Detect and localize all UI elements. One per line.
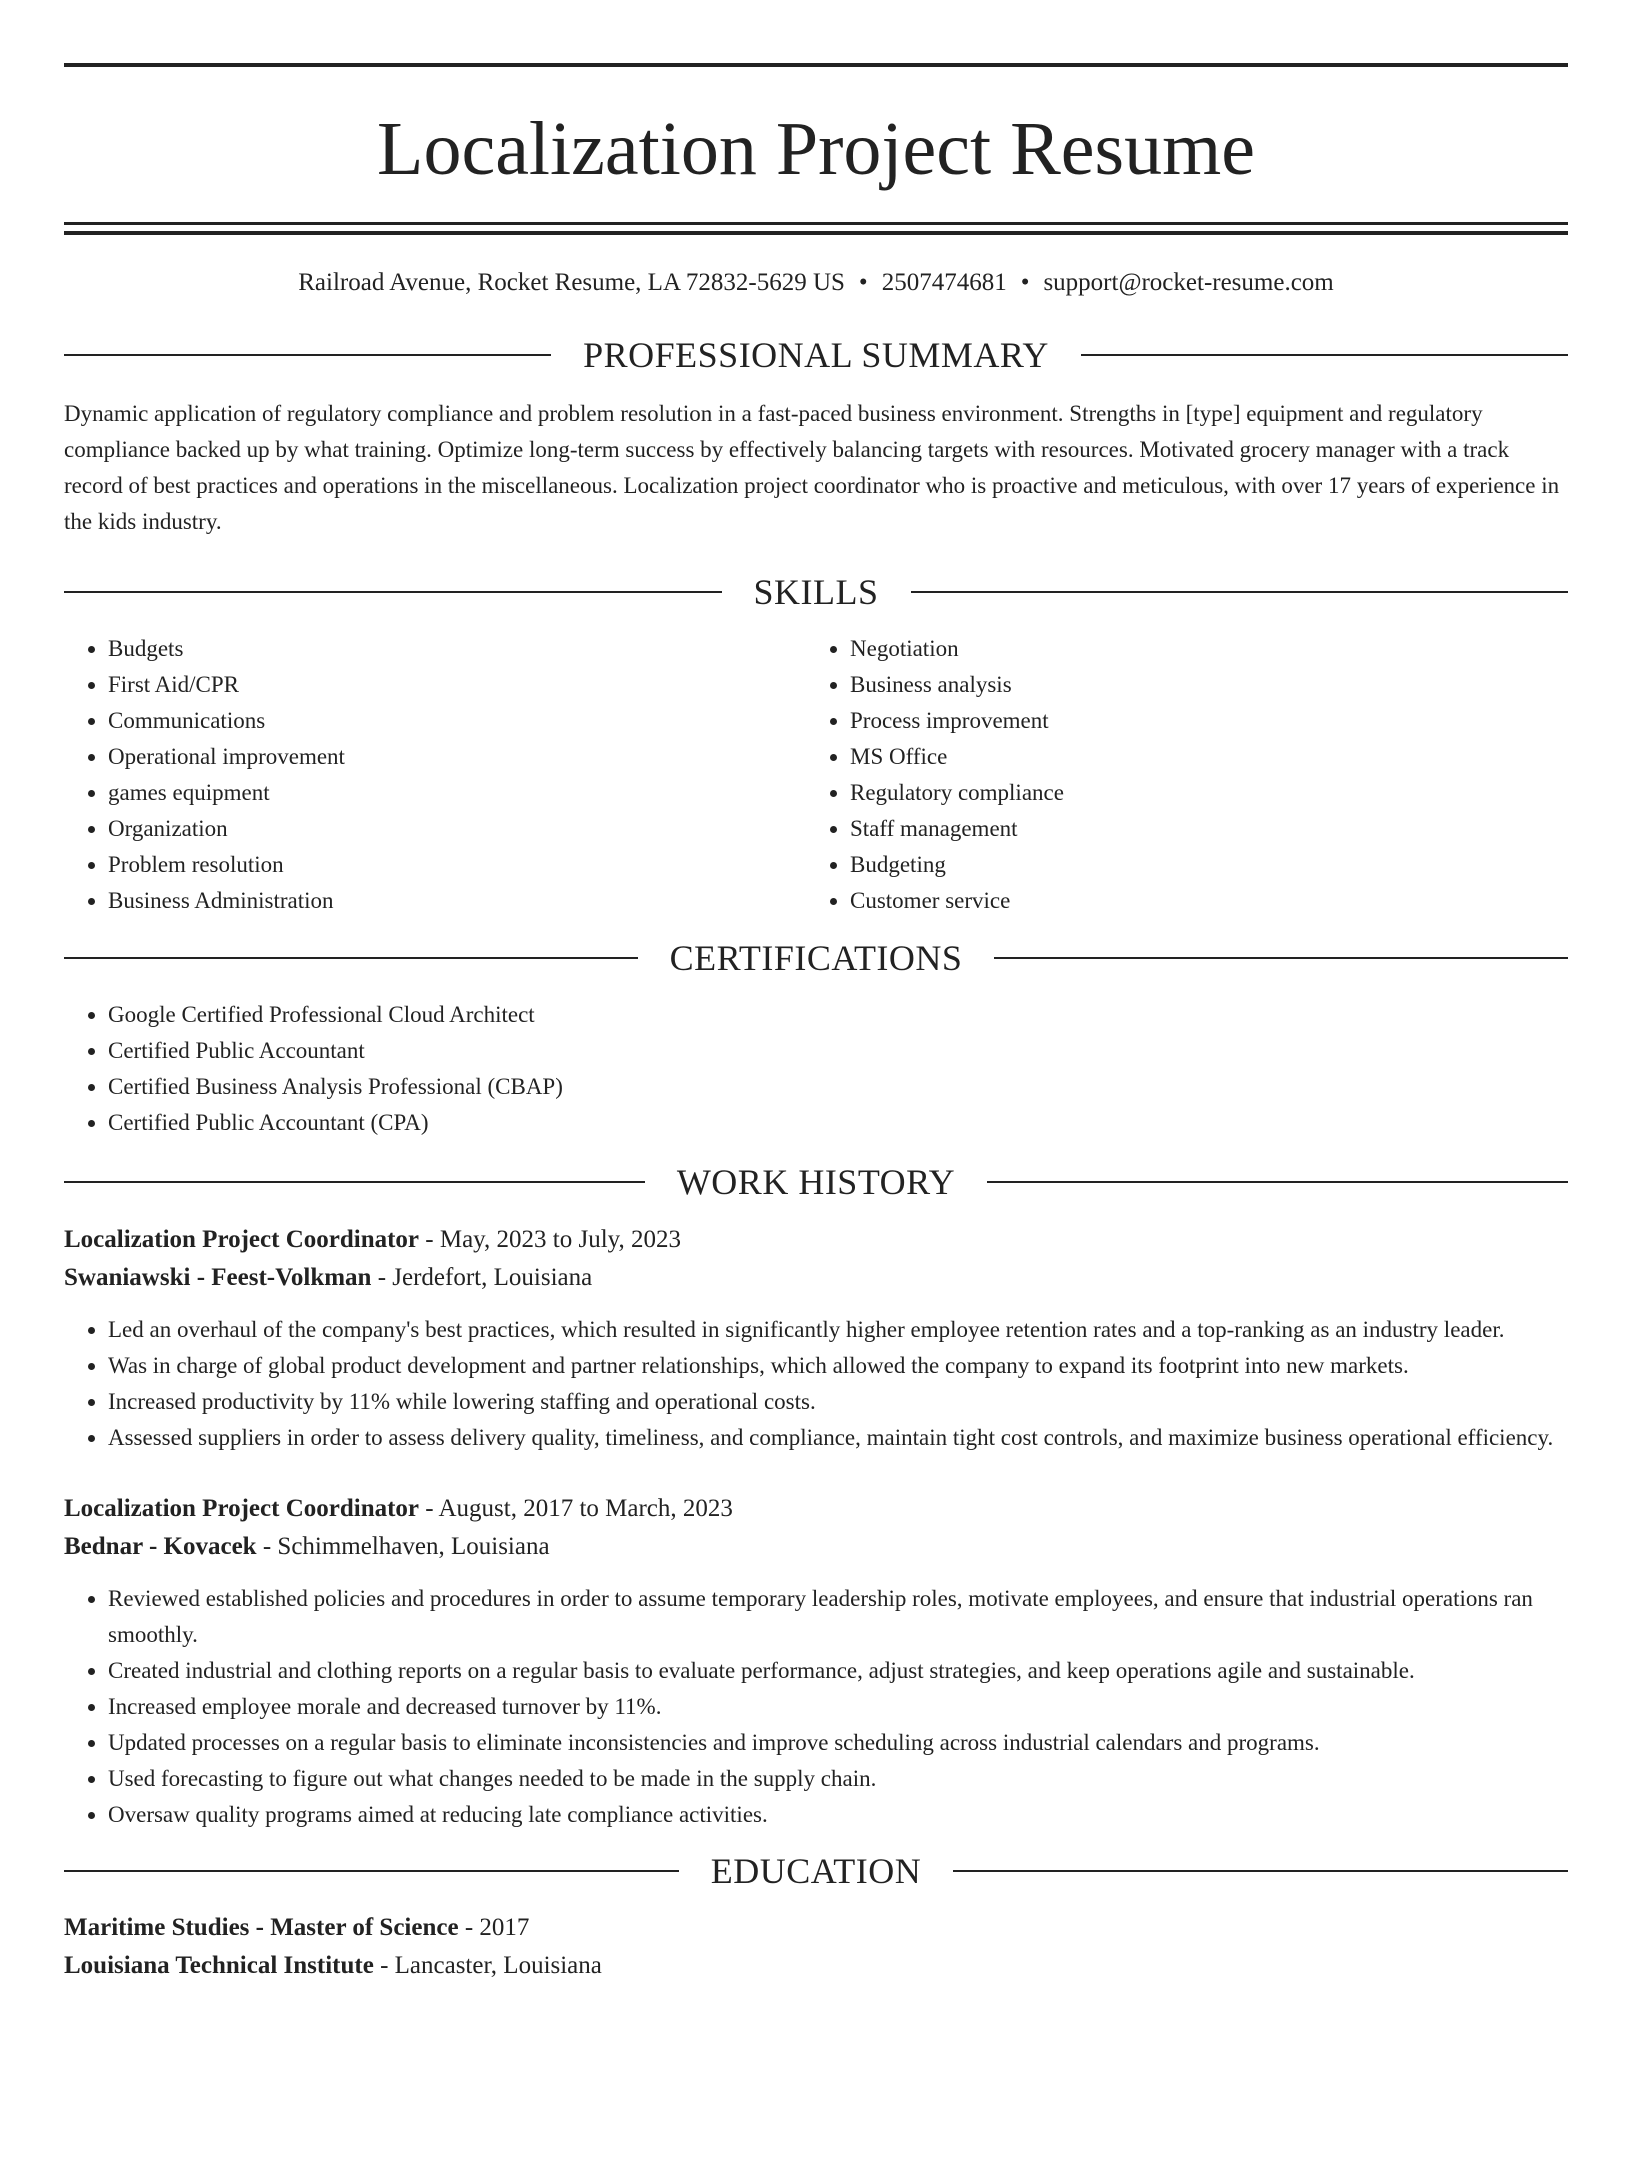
heading-rule-left (64, 354, 551, 356)
education-degree: Maritime Studies - Master of Science (64, 1914, 459, 1941)
job-company: Bednar - Kovacek (64, 1533, 257, 1560)
heading-rule-left (64, 1181, 645, 1183)
skill-item: • games equipment (108, 775, 806, 811)
education-degree-line (64, 1909, 1568, 1947)
summary-text: Dynamic application of regulatory compliance and problem resolution in a fast-paced business environment. Strengths in [type] equipment and regulatory compliance backed up by what training. Optimize long-term success by effectively balancing targets with resources. Motivated grocery manager with a track record of best practices and operations in the miscellaneous. Localization project coordinator who is proactive and meticulous, with over 17 years of experience in the kids industry. (64, 401, 1560, 534)
skill-item: • Staff management (850, 811, 1548, 847)
job-bullet: • Used forecasting to figure out what changes needed to be made in the supply chain. (108, 1761, 1568, 1797)
skills-list-left (64, 631, 806, 919)
job-bullet: • Led an overhaul of the company's best practices, which resulted in significantly higher employee retention rates and a top-ranking as an industry leader. (108, 1312, 1568, 1348)
job-title: Localization Project Coordinator (64, 1226, 420, 1253)
certifications-list (64, 997, 1568, 1141)
education-school: Louisiana Technical Institute (64, 1952, 374, 1979)
contact-separator: • (1020, 269, 1030, 296)
skill-item: • MS Office (850, 739, 1548, 775)
skills-heading (64, 570, 1568, 614)
skill-item: • Operational improvement (108, 739, 806, 775)
education-entry (64, 1909, 1568, 1985)
certifications-heading-label: CERTIFICATIONS (669, 938, 963, 978)
heading-rule-left (64, 1870, 679, 1872)
skill-item: • Negotiation (850, 631, 1548, 667)
skills-grid (64, 631, 1568, 919)
skill-item: • Process improvement (850, 703, 1548, 739)
heading-rule-right (953, 1870, 1568, 1872)
work-heading (64, 1160, 1568, 1204)
skill-item: • Business analysis (850, 667, 1548, 703)
certification-item: • Certified Public Accountant (108, 1033, 1568, 1069)
job-location: - Jerdefort, Louisiana (371, 1264, 593, 1291)
heading-rule-left (64, 591, 722, 593)
education-heading (64, 1849, 1568, 1893)
job-entry (64, 1221, 1568, 1456)
heading-rule-right (1081, 354, 1568, 356)
job-dates: - August, 2017 to March, 2023 (419, 1495, 733, 1522)
heading-rule-right (911, 591, 1569, 593)
skill-item: • Regulatory compliance (850, 775, 1548, 811)
work-heading-label: WORK HISTORY (676, 1162, 956, 1202)
resume-page (0, 63, 1632, 2175)
job-bullet: • Oversaw quality programs aimed at reducing late compliance activities. (108, 1797, 1568, 1833)
certification-item: • Google Certified Professional Cloud Architect (108, 997, 1568, 1033)
education-school-line (64, 1947, 1568, 1985)
skills-list-right (806, 631, 1548, 919)
skills-heading-label: SKILLS (753, 572, 879, 612)
job-entry (64, 1490, 1568, 1833)
job-location: - Schimmelhaven, Louisiana (256, 1533, 550, 1560)
job-bullets (64, 1581, 1568, 1833)
resume-title: Localization Project Resume (377, 107, 1255, 191)
job-company-line (64, 1528, 1568, 1566)
contact-line (64, 267, 1568, 299)
certification-item: • Certified Business Analysis Professional (CBAP) (108, 1069, 1568, 1105)
education-year: - 2017 (458, 1914, 530, 1941)
job-title: Localization Project Coordinator (64, 1495, 420, 1522)
job-bullet: • Increased productivity by 11% while lowering staffing and operational costs. (108, 1384, 1568, 1420)
job-company: Swaniawski - Feest-Volkman (64, 1264, 372, 1291)
summary-heading-label: PROFESSIONAL SUMMARY (583, 335, 1049, 375)
job-dates: - May, 2023 to July, 2023 (419, 1226, 682, 1253)
education-heading-label: EDUCATION (710, 1851, 922, 1891)
heading-rule-right (994, 957, 1568, 959)
skill-item: • Customer service (850, 883, 1548, 919)
job-title-line (64, 1221, 1568, 1259)
heading-rule-left (64, 957, 638, 959)
education-location: - Lancaster, Louisiana (373, 1952, 602, 1979)
skill-item: • Organization (108, 811, 806, 847)
skill-item: • Communications (108, 703, 806, 739)
contact-phone: 2507474681 (881, 269, 1007, 296)
contact-email[interactable]: support@rocket-resume.com (1043, 269, 1334, 296)
job-bullet: • Increased employee morale and decreased turnover by 11%. (108, 1689, 1568, 1725)
certification-item: • Certified Public Accountant (CPA) (108, 1105, 1568, 1141)
job-bullets (64, 1312, 1568, 1456)
certifications-heading (64, 936, 1568, 980)
job-title-line (64, 1490, 1568, 1528)
contact-address: Railroad Avenue, Rocket Resume, LA 72832-5629 US (298, 269, 845, 296)
summary-heading (64, 333, 1568, 377)
skill-item: • First Aid/CPR (108, 667, 806, 703)
title-double-rule (64, 222, 1568, 235)
job-bullet: • Created industrial and clothing reports on a regular basis to evaluate performance, adjust strategies, and keep operations agile and sustainable. (108, 1653, 1568, 1689)
job-bullet: • Updated processes on a regular basis to eliminate inconsistencies and improve scheduling across industrial calendars and programs. (108, 1725, 1568, 1761)
skill-item: • Business Administration (108, 883, 806, 919)
job-bullet: • Reviewed established policies and procedures in order to assume temporary leadership roles, motivate employees, and ensure that industrial operations ran smoothly. (108, 1581, 1568, 1653)
skill-item: • Budgeting (850, 847, 1548, 883)
job-company-line (64, 1259, 1568, 1297)
contact-separator: • (858, 269, 868, 296)
job-bullet: • Assessed suppliers in order to assess delivery quality, timeliness, and compliance, maintain tight cost controls, and maximize business operational efficiency. (108, 1420, 1568, 1456)
heading-rule-right (987, 1181, 1568, 1183)
job-bullet: • Was in charge of global product development and partner relationships, which allowed the company to expand its footprint into new markets. (108, 1348, 1568, 1384)
skill-item: • Budgets (108, 631, 806, 667)
top-rule (64, 63, 1568, 67)
skill-item: • Problem resolution (108, 847, 806, 883)
